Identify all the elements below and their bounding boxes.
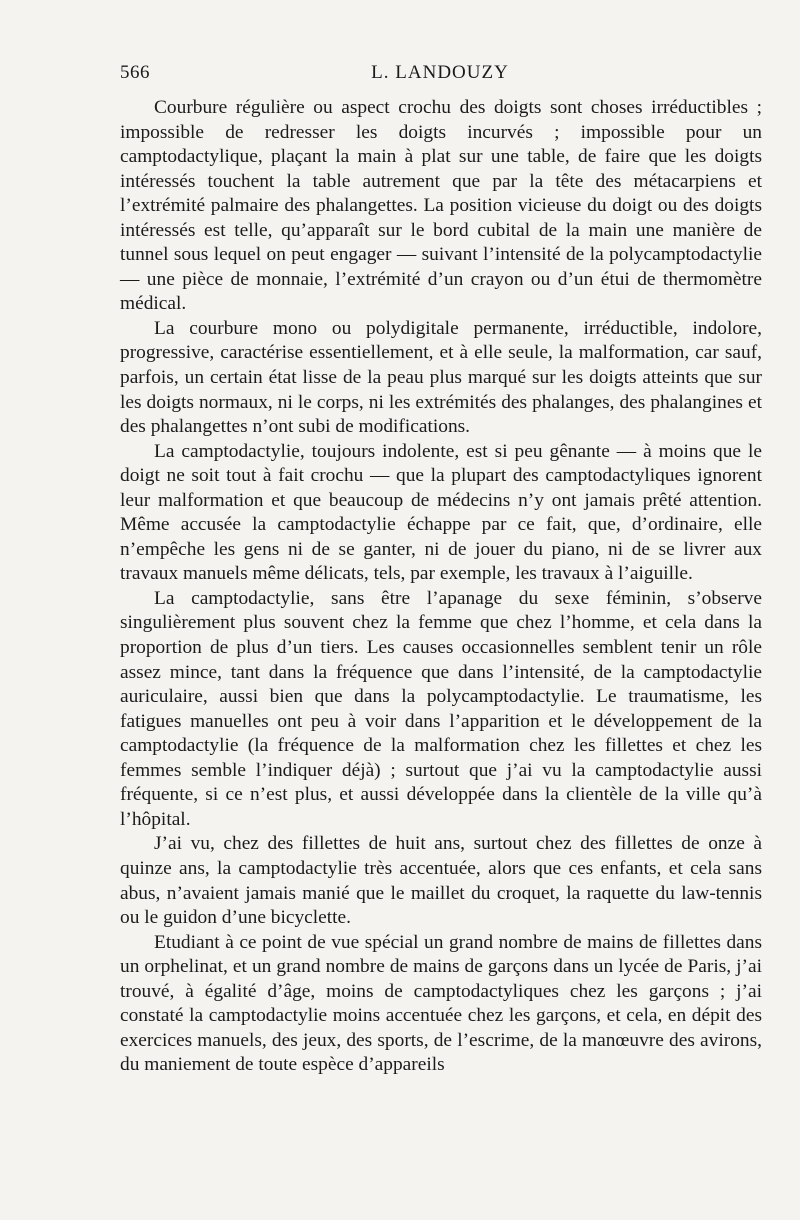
- paragraph: Courbure régulière ou aspect crochu des doigts sont choses irréductibles ; impossible de redresser les doigts incurvés ; impossible pour un camptodactylique, plaçant la main à plat sur une table, de faire que les doigts intéressés touchent la table autrement que par la tête des métacarpiens et l’extrémité palmaire des phalangettes. La position vicieuse du doigt ou des doigts intéressés est telle, qu’apparaît sur le bord cubital de la main une manière de tunnel sous lequel on peut engager — suivant l’intensité de la polycamptodactylie — une pièce de monnaie, l’extrémité d’un crayon ou d’un étui de thermomètre médical.: [120, 97, 762, 315]
- paragraph: Etudiant à ce point de vue spécial un grand nombre de mains de fillettes dans un orphelinat, et un grand nombre de mains de garçons dans un lycée de Paris, j’ai trouvé, à égalité d’âge, moins de camptodactyliques chez les garçons ; j’ai constaté la camptodactylie moins accentuée chez les garçons, et cela, en dépit des exercices manuels, des jeux, des sports, de l’escrime, de la manœuvre des avirons, du maniement de toute espèce d’appareils: [120, 931, 762, 1076]
- paragraph: La courbure mono ou polydigitale permanente, irréductible, indolore, progressive, caractérise essentiellement, et à elle seule, la malformation, car sauf, parfois, un certain état lisse de la peau plus marqué sur les doigts atteints que sur les doigts normaux, ni le corps, ni les extrémités des phalanges, des phalangines et des phalangettes n’ont subi de modifications.: [120, 317, 762, 438]
- paragraph: La camptodactylie, toujours indolente, est si peu gênante — à moins que le doigt ne soit tout à fait crochu — que la plupart des camptodactyliques ignorent leur malformation et que beaucoup de médecins n’y ont jamais prêté attention. Même accusée la camptodactylie échappe par ce fait, que, d’ordinaire, elle n’empêche les gens ni de se ganter, ni de jouer du piano, ni de se livrer aux travaux manuels même délicats, tels, par exemple, les travaux à l’aiguille.: [120, 440, 762, 585]
- paragraph: La camptodactylie, sans être l’apanage du sexe féminin, s’observe singulièrement plus souvent chez la femme que chez l’homme, et cela dans la proportion de plus d’un tiers. Les causes occasionnelles semblent tenir un rôle assez mince, tant dans la fréquence que dans l’intensité, de la camptodactylie auriculaire, aussi bien que dans la polycamptodactylie. Le traumatisme, les fatigues manuelles ont peu à voir dans l’apparition et le développement de la camptodactylie (la fréquence de la malformation chez les fillettes et chez les femmes semble l’indiquer déjà) ; surtout que j’ai vu la camptodactylie aussi fréquente, si ce n’est plus, et aussi développée dans la clientèle de la ville qu’à l’hôpital.: [120, 587, 762, 830]
- body-text: [120, 96, 762, 1078]
- running-head: L. LANDOUZY: [371, 62, 509, 83]
- paragraph: J’ai vu, chez des fillettes de huit ans, surtout chez des fillettes de onze à quinze ans, la camptodactylie très accentuée, alors que ces enfants, et cela sans abus, n’avaient jamais manié que le maillet du croquet, la raquette du law-tennis ou le guidon d’une bicyclette.: [120, 833, 762, 929]
- page-header: [120, 62, 760, 86]
- page-number: 566: [120, 62, 150, 83]
